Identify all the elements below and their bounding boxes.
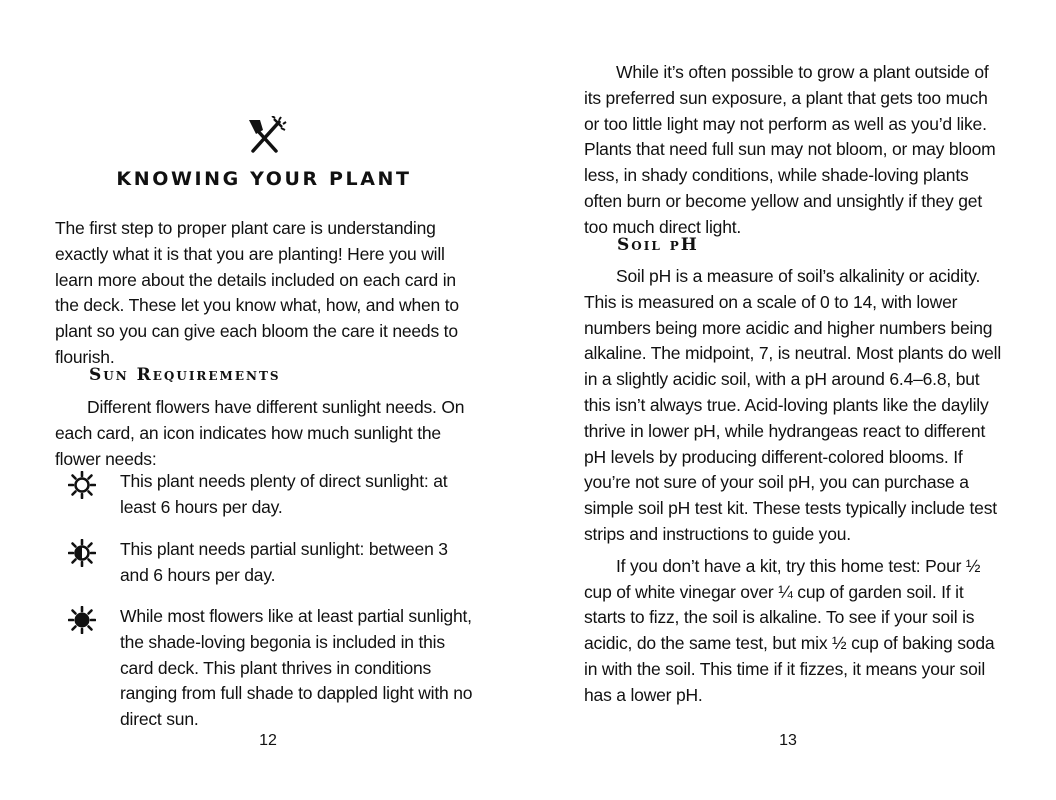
shade-icon	[68, 606, 96, 634]
soil-ph-paragraph: Soil pH is a measure of soil’s alkalinity or acidity. This is measured on a scale of 0 to 14, with lower numbers being more acidic and higher numbers being alkaline. The midpoint, 7, is neutral. Most plants do well in a slightly acidic soil, with a pH around 6.4–6.8, but this isn’t always true. Acid-loving plants like the daylily thrive in lower pH, while hydrangeas react to different pH levels by producing different-colored blooms. If you’re not sure of your soil pH, you can purchase a simple soil pH test kit. These tests typically include test strips and instructions to guide you.	[584, 266, 1002, 544]
crossed-trowel-fork-icon	[243, 116, 287, 156]
partial-sun-icon	[68, 539, 96, 567]
intro-paragraph: The first step to proper plant care is understanding exactly what it is that you are planting! Here you will learn more about the details included on each card in the deck. These let you know what, how, and when to plant so you can give each bloom the care it needs to flourish.	[55, 218, 459, 367]
sun-requirements-heading: Sun Requirements	[89, 365, 281, 385]
full-sun-text: This plant needs plenty of direct sunlight: at least 6 hours per day.	[120, 471, 448, 517]
page-number-left: 12	[259, 732, 277, 749]
page-number-right: 13	[779, 732, 797, 749]
full-sun-icon	[68, 471, 96, 499]
home-test-paragraph: If you don’t have a kit, try this home test: Pour ½ cup of white vinegar over ¼ cup of garden soil. If it starts to fizz, the soil is alkaline. To see if your soil is acidic, do the same test, but mix ½ cup of baking soda in with the soil. This time if it fizzes, it means your soil has a lower pH.	[584, 555, 995, 705]
partial-sun-text: This plant needs partial sunlight: between 3 and 6 hours per day.	[120, 539, 448, 585]
sun-intro-paragraph: Different flowers have different sunlight needs. On each card, an icon indicates how much sunlight the flower needs:	[55, 397, 465, 469]
shade-text: While most flowers like at least partial sunlight, the shade-loving begonia is included in this card deck. This plant thrives in conditions ranging from full shade to dappled light with no direct sun.	[120, 606, 473, 730]
right-page	[528, 0, 1056, 800]
sun-exposure-paragraph: While it’s often possible to grow a plant outside of its preferred sun exposure, a plant that gets too much or too little light may not perform as well as you’d like. Plants that need full sun may not bloom, or may bloom less, in shady conditions, while shade-loving plants often burn or become yellow and unsightly if they get too much direct light.	[584, 62, 996, 237]
soil-ph-heading: Soil pH	[617, 235, 699, 255]
chapter-title: KNOWING YOUR PLANT	[116, 168, 412, 190]
soil-ph-section	[584, 264, 1004, 709]
